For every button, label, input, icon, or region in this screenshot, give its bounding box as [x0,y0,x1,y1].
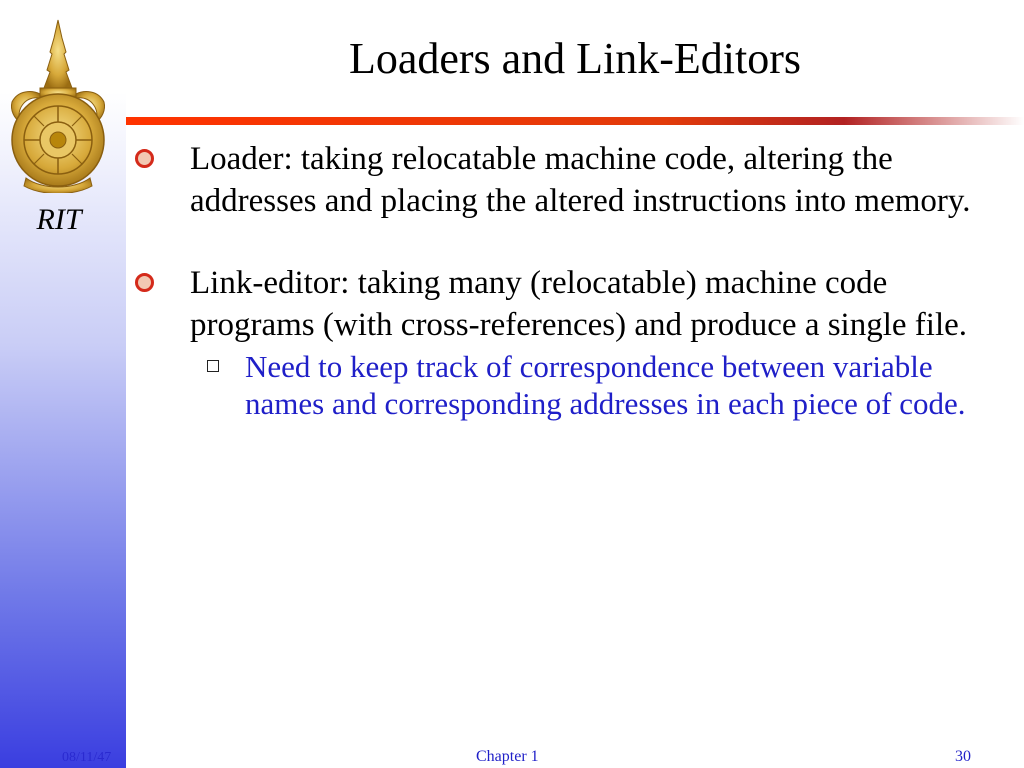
circle-bullet-icon [135,149,154,168]
sub-bullet-item [245,348,1013,422]
bullet-item [133,138,1013,222]
page-number: 30 [955,748,971,765]
footer-chapter: Chapter 1 [476,748,539,765]
logo-text: RIT [36,203,82,236]
slide-title: Loaders and Link-Editors [348,34,802,83]
circle-bullet-icon [135,273,154,292]
bullet-list [133,138,1013,422]
bullet-item [133,262,1013,346]
footer-date: 08/11/47 [62,750,112,765]
sub-bullet-text: Need to keep track of correspondence between variable names and corresponding addresses in each piece of code. [245,349,966,421]
sidebar [0,0,126,768]
title-divider [126,117,1024,125]
bullet-text: Link-editor: taking many (relocatable) machine code programs (with cross-references) and produce a single file. [190,265,968,343]
bullet-text: Loader: taking relocatable machine code, altering the addresses and placing the altered instructions into memory. [190,141,971,219]
royal-emblem-icon [6,18,110,193]
square-bullet-icon [207,360,219,372]
